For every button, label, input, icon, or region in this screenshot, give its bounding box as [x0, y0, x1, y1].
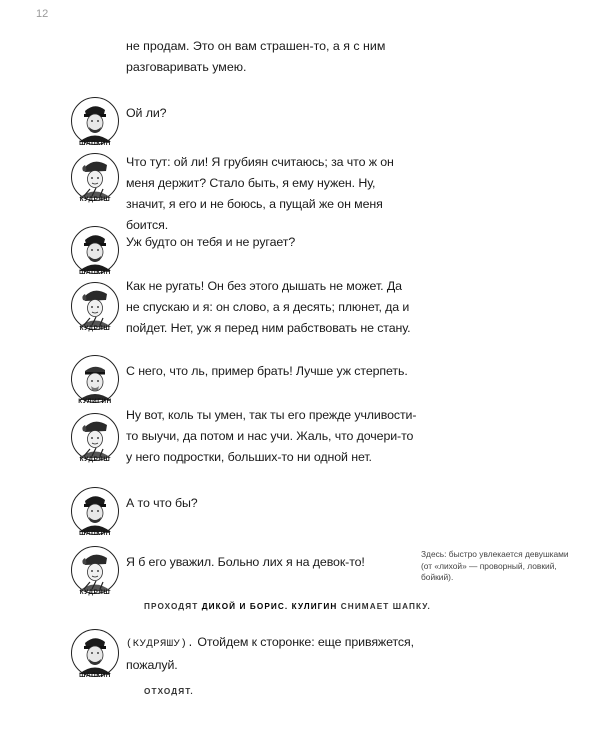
speech-text: Ой ли? [126, 106, 167, 120]
stage-direction-text: ОТХОДЯТ. [144, 687, 194, 696]
speech-text: Что тут: ой ли! Я грубиян считаюсь; за что ж он меня держит? Стало быть, я ему нужен. Ну, значит, я его и не боюсь, а пущай же он меня боится. [126, 155, 394, 232]
speech-text: Я б его уважил. Больно лих я на девок-то! [126, 555, 365, 569]
speech-text: Уж будто он тебя и не ругает? [126, 235, 296, 249]
speaker-name: КУДРЯШ [79, 456, 111, 463]
speech-text-body: Отойдем к сторонке: еще привяжется, пожалуй. [126, 635, 414, 672]
stage-direction-names: ДИКОЙ И БОРИС. КУЛИГИН [201, 602, 338, 611]
stage-direction [144, 687, 194, 696]
stage-direction [144, 602, 431, 611]
speech-text: С него, что ль, пример брать! Лучше уж стерпеть. [126, 364, 408, 378]
speaker-name: КУДРЯШ [79, 325, 111, 332]
speech-text: Как не ругать! Он без этого дышать не может. Да не спускаю и я: он слово, а я десять; плюнет, да и пойдет. Нет, уж я перед ним рабствовать не стану. [126, 279, 411, 335]
speaker-name: КУЛИГИН [78, 398, 112, 405]
speech-text [126, 632, 418, 676]
speaker-name: ШАПКИН [79, 140, 111, 147]
speaker-name: ШАПКИН [79, 672, 111, 679]
stage-remark: (КУДРЯШУ). [126, 638, 195, 650]
speech-text: А то что бы? [126, 496, 198, 510]
speaker-name: ШАПКИН [79, 269, 111, 276]
speaker-name: КУДРЯШ [79, 589, 111, 596]
stage-direction-text: СНИМАЕТ ШАПКУ. [337, 602, 431, 611]
speaker-name: ШАПКИН [79, 530, 111, 537]
speaker-name: КУДРЯШ [79, 196, 111, 203]
margin-note: Здесь: быстро увлекается девушками (от «лихой» — проворный, ловкий, бойкий). [421, 549, 569, 582]
stage-direction-text: ПРОХОДЯТ [144, 602, 202, 611]
page-number: 12 [36, 8, 49, 20]
speech-text: Ну вот, коль ты умен, так ты его прежде учливости-то выучи, да потом и нас учи. Жаль, что дочери-то у него подростки, больших-то ни одной нет. [126, 408, 417, 464]
opening-text: не продам. Это он вам страшен-то, а я с ним разговаривать умею. [126, 39, 386, 74]
